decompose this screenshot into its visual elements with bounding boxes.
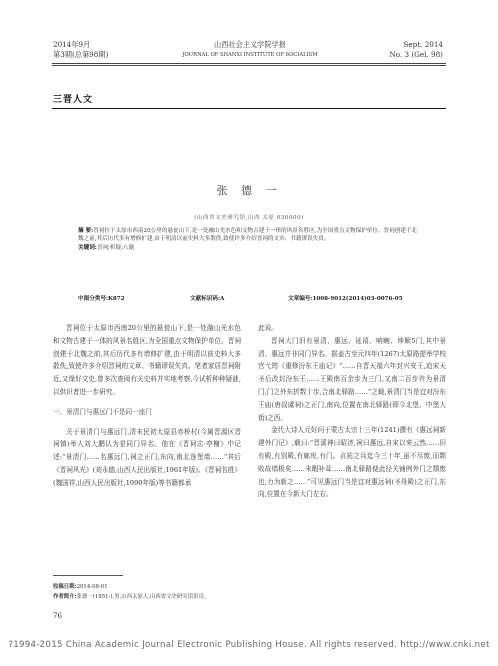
keywords-text: 晋祠;析疑;八题 xyxy=(96,244,135,251)
header-divider-top xyxy=(52,63,446,64)
issue-number: 第3期(总第98期) xyxy=(53,50,109,59)
author-bio xyxy=(53,592,209,602)
article-number-label: 文章编号: xyxy=(288,296,313,302)
clc-label: 中图分类号: xyxy=(78,296,109,302)
issue-date-en: Sept. 2014 xyxy=(403,40,443,49)
doc-code-block xyxy=(190,294,224,302)
abstract-text: 晋祠位于太原市西南20公里的悬瓮山下,是一处融山光水色和文物古建于一体的风景名胜区,为全国重点文物保护单位。晋祠创建于北魏之前,其后历代多有增修扩建,由于明清以前史料大多散佚,致使许多介绍晋祠的文章、书籍谬误失真。 xyxy=(78,228,418,243)
section-divider xyxy=(52,108,446,109)
footnote xyxy=(53,582,209,602)
journal-name-en: JOURNAL OF SHANXI INSTITUTE OF SOCIALISM xyxy=(182,52,318,58)
article-number-value: 1008-9012(2014)03-0076-05 xyxy=(312,296,403,302)
page-number: 76 xyxy=(53,612,62,620)
keywords-label: 关键词: xyxy=(78,244,97,251)
abstract-label: 摘 要: xyxy=(78,228,94,234)
author-bio-value: 张德一(1951-),男,山西太原人,山西省文史研究馆馆员。 xyxy=(76,594,210,600)
body-paragraph: 晋祠大门旧有景清、惠远、延禧、响畹、坤顺5门,其中景清、惠远并非同门异名。据姜古至元四年(1267)太原路提举学校官弋筠《重修汾东王庙记》“……自晋天福六年封兴安王,迨宋天圣后改封汾东王……王殿南百余步为三门,又南二百步许为景清门,门之外东折数十步,合南北驿路……”之载,景清门当是宜对汾东王庙(唐叔虞祠)之正门,南向,位置在南北驿路(即今北堡、中堡大街)之西。 xyxy=(258,336,446,422)
article-number-block xyxy=(288,294,403,302)
clc-block xyxy=(78,294,125,302)
section-tag: 三晋人文 xyxy=(53,95,94,105)
header-divider-bottom xyxy=(52,65,446,66)
journal-name-cn: 山西社会主义学院学报 xyxy=(214,40,286,49)
received-value: 2014-08-01 xyxy=(76,584,108,590)
issue-date-en-block xyxy=(389,40,443,60)
body-paragraph: 晋祠位于太原市西南20公里的悬瓮山下,是一处融山光水色和文物古建于一体的风景名胜区,为全国重点文物保护单位。晋祠创建于北魏之前,其后历代多有增修扩建,由于明清以前史料大多散佚,致使许多介绍晋祠的文章、书籍谬误失真。笔者家居晋祠附近,又缘好文史,曾多次查阅有关史料并实地考察,今试析种种疑谜,以供识者进一步研究。 xyxy=(53,324,241,396)
clc-value: K872 xyxy=(108,296,125,302)
section-heading: 一、景清门与惠远门不是同一座门 xyxy=(53,407,152,416)
received-label: 收稿日期: xyxy=(53,584,77,590)
issue-date-block xyxy=(53,40,108,60)
author-affiliation: (山西省文史研究馆,山西 太原 030000) xyxy=(194,215,304,221)
copyright-footer: ?1994-2015 China Academic Journal Electronic Publishing House. All rights reserved. http://www.cnki.net xyxy=(8,640,490,650)
author-name: 张 德 一 xyxy=(216,184,282,197)
issue-number-en: No. 3 (Gel. 98) xyxy=(389,50,443,59)
body-paragraph: 此说。 xyxy=(258,324,278,332)
doc-code-value: A xyxy=(220,296,225,302)
issue-date: 2014年9月 xyxy=(53,40,91,49)
body-paragraph: 关于景清门与惠远门,清末民初太原县赤桥村(今属晋源区晋祠镇)举人刘大鹏认为是同门异名。他在《晋祠志·亭榭》中记述:“景清门……名惠远门,祠之正门,东向,南北连堡墙……”其后《晋祠风光》(刘永德,山西人民出版社,1961年版)、《晋祠名胜》(魏国祥,山西人民出版社,1990年版)等书籍都承 xyxy=(53,427,241,487)
footnote-divider xyxy=(53,575,123,576)
abstract xyxy=(78,227,418,252)
author-bio-label: 作者简介: xyxy=(53,594,77,600)
body-column-right xyxy=(258,322,446,501)
received-date xyxy=(53,582,209,592)
doc-code-label: 文献标识码: xyxy=(190,296,221,302)
body-paragraph: 金代大诗人元好问于蒙古太宗十三年(1241)撰有《惠远祠新建外门记》,载曰:“晋溪神曰昭济,祠曰惠远,自宋以来云然……旧有殿,有别殿,有廊庑,有门。贞祐之兵迄今三十年,虽不尽废,而颓败故墙极矣……未暇补葺……南北驿路便此径关铺例外门之颓废也,力为新之……”可见惠远门当是宜对惠远祠(圣母殿)之正门,东向,位置在今新大门左右。 xyxy=(258,426,446,499)
body-column-left xyxy=(53,322,241,490)
journal-name-block xyxy=(160,40,340,60)
